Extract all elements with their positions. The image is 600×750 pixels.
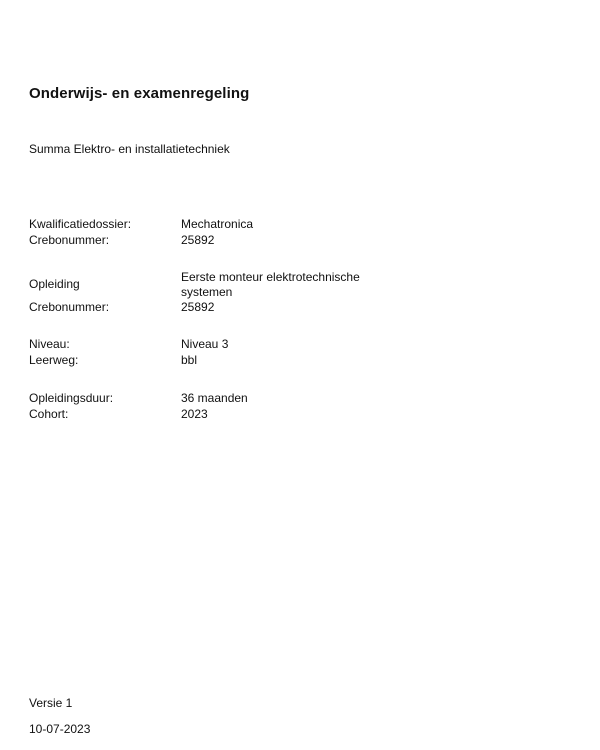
kwalificatiedossier-label: Kwalificatiedossier: (29, 217, 132, 231)
crebonummer-2-value: 25892 (181, 300, 215, 314)
niveau-value: Niveau 3 (181, 337, 229, 351)
leerweg-value: bbl (181, 353, 198, 367)
crebonummer-2-label: Crebonummer: (29, 300, 110, 314)
crebonummer-1-value: 25892 (181, 233, 215, 247)
page-subtitle: Summa Elektro- en installatietechniek (29, 142, 230, 156)
crebonummer-1-label: Crebonummer: (29, 233, 110, 247)
opleidingsduur-label: Opleidingsduur: (29, 391, 114, 405)
version-label: Versie 1 (29, 696, 73, 710)
opleidingsduur-value: 36 maanden (181, 391, 248, 405)
cohort-label: Cohort: (29, 407, 69, 421)
niveau-label: Niveau: (29, 337, 70, 351)
document-date: 10-07-2023 (29, 722, 91, 736)
page-title: Onderwijs- en examenregeling (29, 85, 250, 102)
opleiding-label: Opleiding (29, 277, 80, 291)
kwalificatiedossier-value: Mechatronica (181, 217, 254, 231)
cohort-value: 2023 (181, 407, 208, 421)
leerweg-label: Leerweg: (29, 353, 79, 367)
opleiding-value: Eerste monteur elektrotechnische systemen (181, 270, 360, 299)
